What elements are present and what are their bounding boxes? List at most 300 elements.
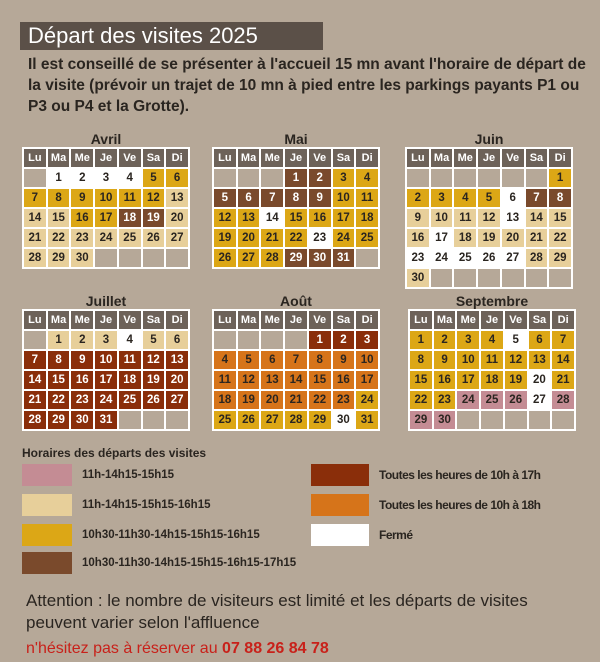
day-cell: 12 (478, 209, 500, 227)
day-cell: 30 (71, 411, 93, 429)
weekday-header: Ve (309, 311, 331, 329)
day-cell: 19 (238, 391, 260, 409)
legend-label: 10h30-11h30-14h15-15h15-16h15 (82, 529, 260, 541)
day-cell: 16 (71, 209, 93, 227)
weekday-header: Sa (333, 149, 355, 167)
empty-cell (261, 169, 283, 187)
day-cell: 14 (526, 209, 548, 227)
legend-label: Toutes les heures de 10h à 18h (379, 498, 541, 512)
day-cell: 1 (309, 331, 331, 349)
day-cell: 10 (356, 351, 378, 369)
legend-item (311, 464, 541, 486)
day-cell: 25 (119, 229, 141, 247)
empty-cell (526, 169, 548, 187)
day-cell: 31 (95, 411, 117, 429)
weekday-header: Je (478, 149, 500, 167)
day-cell: 7 (261, 189, 283, 207)
day-cell: 11 (119, 351, 141, 369)
day-cell: 8 (48, 189, 70, 207)
legend-item (22, 494, 211, 516)
day-cell: 30 (434, 411, 456, 429)
day-cell: 14 (24, 371, 46, 389)
day-cell: 18 (119, 371, 141, 389)
day-cell: 18 (356, 209, 378, 227)
day-cell: 28 (552, 391, 574, 409)
empty-cell (356, 249, 378, 267)
day-cell: 28 (24, 249, 46, 267)
month-name: Juillet (85, 293, 127, 309)
legend-item (311, 494, 541, 516)
empty-cell (457, 411, 479, 429)
day-cell: 12 (214, 209, 236, 227)
day-cell: 17 (457, 371, 479, 389)
weekday-header: Sa (143, 149, 165, 167)
empty-cell (502, 169, 524, 187)
day-cell: 13 (261, 371, 283, 389)
day-cell: 1 (410, 331, 432, 349)
day-cell: 21 (261, 229, 283, 247)
empty-cell (526, 269, 548, 287)
day-cell: 7 (24, 351, 46, 369)
legend-label: 11h-14h15-15h15 (82, 469, 175, 481)
day-cell: 2 (71, 331, 93, 349)
day-cell: 12 (143, 189, 165, 207)
day-cell: 6 (529, 331, 551, 349)
empty-cell (552, 411, 574, 429)
day-cell: 30 (71, 249, 93, 267)
day-cell: 19 (214, 229, 236, 247)
day-cell: 2 (309, 169, 331, 187)
weekday-header: Ma (431, 149, 453, 167)
day-cell: 4 (454, 189, 476, 207)
day-cell: 23 (434, 391, 456, 409)
weekday-header: Di (166, 311, 188, 329)
day-cell: 5 (238, 351, 260, 369)
day-cell: 7 (552, 331, 574, 349)
legend-item (311, 524, 413, 546)
day-cell: 4 (356, 169, 378, 187)
calendar-grid (212, 309, 380, 431)
legend-item (22, 464, 174, 486)
day-cell: 16 (309, 209, 331, 227)
day-cell: 15 (410, 371, 432, 389)
legend-item (22, 524, 260, 546)
day-cell: 27 (502, 249, 524, 267)
day-cell: 10 (431, 209, 453, 227)
weekday-header: Di (356, 149, 378, 167)
day-cell: 29 (48, 411, 70, 429)
day-cell: 23 (407, 249, 429, 267)
day-cell: 7 (285, 351, 307, 369)
empty-cell (505, 411, 527, 429)
legend-swatch (311, 494, 369, 516)
day-cell: 19 (478, 229, 500, 247)
day-cell: 4 (214, 351, 236, 369)
empty-cell (24, 331, 46, 349)
day-cell: 24 (431, 249, 453, 267)
day-cell: 22 (48, 229, 70, 247)
weekday-header: Ma (238, 149, 260, 167)
day-cell: 9 (434, 351, 456, 369)
day-cell: 16 (407, 229, 429, 247)
day-cell: 1 (549, 169, 571, 187)
weekday-header: Ve (309, 149, 331, 167)
empty-cell (407, 169, 429, 187)
weekday-header: Ma (434, 311, 456, 329)
legend-label: Toutes les heures de 10h à 17h (379, 468, 541, 482)
weekday-header: Sa (529, 311, 551, 329)
day-cell: 13 (166, 351, 188, 369)
empty-cell (431, 269, 453, 287)
day-cell: 9 (71, 189, 93, 207)
day-cell: 15 (309, 371, 331, 389)
calendar-grid (405, 147, 573, 289)
day-cell: 3 (356, 331, 378, 349)
weekday-header: Di (356, 311, 378, 329)
day-cell: 8 (549, 189, 571, 207)
intro-text: Il est conseillé de se présenter à l'accueil 15 mn avant l'horaire de départ de la visite (prévoir un trajet de 10 mn à pied entre les parkings payants P1 ou P3 ou P4 et la Grotte). (28, 56, 586, 115)
day-cell: 24 (457, 391, 479, 409)
page-title: Départ des visites 2025 (20, 22, 323, 50)
empty-cell (238, 331, 260, 349)
weekday-header: Me (71, 311, 93, 329)
day-cell: 20 (238, 229, 260, 247)
weekday-header: Je (95, 311, 117, 329)
empty-cell (529, 411, 551, 429)
day-cell: 15 (549, 209, 571, 227)
legend-label: Fermé (379, 528, 413, 542)
day-cell: 17 (431, 229, 453, 247)
day-cell: 31 (356, 411, 378, 429)
day-cell: 22 (48, 391, 70, 409)
weekday-header: Di (552, 311, 574, 329)
day-cell: 29 (410, 411, 432, 429)
empty-cell (166, 249, 188, 267)
day-cell: 11 (454, 209, 476, 227)
weekday-header: Lu (24, 311, 46, 329)
calendar-aout (212, 293, 380, 431)
day-cell: 5 (478, 189, 500, 207)
day-cell: 12 (238, 371, 260, 389)
weekday-header: Di (549, 149, 571, 167)
day-cell: 23 (309, 229, 331, 247)
day-cell: 22 (549, 229, 571, 247)
day-cell: 16 (71, 371, 93, 389)
day-cell: 1 (48, 169, 70, 187)
weekday-header: Je (481, 311, 503, 329)
day-cell: 17 (356, 371, 378, 389)
empty-cell (454, 269, 476, 287)
day-cell: 6 (502, 189, 524, 207)
weekday-header: Sa (526, 149, 548, 167)
empty-cell (478, 269, 500, 287)
empty-cell (481, 411, 503, 429)
calendar-avril (22, 131, 190, 269)
day-cell: 6 (238, 189, 260, 207)
day-cell: 4 (119, 169, 141, 187)
weekday-header: Ma (238, 311, 260, 329)
legend-swatch (22, 524, 72, 546)
day-cell: 26 (143, 229, 165, 247)
day-cell: 21 (24, 229, 46, 247)
legend-label: 11h-14h15-15h15-16h15 (82, 499, 211, 511)
empty-cell (431, 169, 453, 187)
day-cell: 8 (410, 351, 432, 369)
day-cell: 18 (454, 229, 476, 247)
day-cell: 22 (410, 391, 432, 409)
day-cell: 3 (431, 189, 453, 207)
weekday-header: Lu (214, 311, 236, 329)
day-cell: 22 (285, 229, 307, 247)
day-cell: 13 (166, 189, 188, 207)
day-cell: 24 (356, 391, 378, 409)
weekday-header: Ma (48, 149, 70, 167)
empty-cell (24, 169, 46, 187)
day-cell: 6 (166, 169, 188, 187)
calendar-septembre (408, 293, 576, 431)
legend-swatch (311, 464, 369, 486)
phone-number[interactable]: 07 88 26 84 78 (222, 640, 329, 657)
calendar-grid (212, 147, 380, 269)
day-cell: 30 (309, 249, 331, 267)
day-cell: 20 (166, 371, 188, 389)
day-cell: 5 (505, 331, 527, 349)
day-cell: 20 (261, 391, 283, 409)
day-cell: 16 (434, 371, 456, 389)
day-cell: 8 (309, 351, 331, 369)
month-name: Août (280, 293, 312, 309)
day-cell: 24 (95, 229, 117, 247)
day-cell: 27 (529, 391, 551, 409)
day-cell: 21 (285, 391, 307, 409)
weekday-header: Lu (24, 149, 46, 167)
day-cell: 6 (166, 331, 188, 349)
month-name: Avril (90, 131, 122, 147)
weekday-header: Ma (48, 311, 70, 329)
day-cell: 19 (143, 371, 165, 389)
empty-cell (95, 249, 117, 267)
day-cell: 26 (478, 249, 500, 267)
day-cell: 27 (166, 391, 188, 409)
contact-text: n'hésitez pas à réserver au (26, 640, 223, 657)
day-cell: 11 (214, 371, 236, 389)
day-cell: 18 (119, 209, 141, 227)
empty-cell (214, 331, 236, 349)
weekday-header: Me (261, 311, 283, 329)
day-cell: 9 (333, 351, 355, 369)
day-cell: 5 (143, 331, 165, 349)
empty-cell (143, 249, 165, 267)
day-cell: 17 (95, 371, 117, 389)
legend-swatch (22, 494, 72, 516)
day-cell: 10 (457, 351, 479, 369)
day-cell: 10 (333, 189, 355, 207)
day-cell: 14 (24, 209, 46, 227)
day-cell: 29 (48, 249, 70, 267)
day-cell: 4 (119, 331, 141, 349)
weekday-header: Sa (143, 311, 165, 329)
day-cell: 27 (261, 411, 283, 429)
weekday-header: Sa (333, 311, 355, 329)
empty-cell (454, 169, 476, 187)
day-cell: 18 (214, 391, 236, 409)
day-cell: 25 (454, 249, 476, 267)
day-cell: 21 (526, 229, 548, 247)
day-cell: 25 (356, 229, 378, 247)
weekday-header: Lu (410, 311, 432, 329)
day-cell: 15 (285, 209, 307, 227)
month-name: Mai (284, 131, 308, 147)
day-cell: 11 (481, 351, 503, 369)
day-cell: 20 (502, 229, 524, 247)
day-cell: 8 (48, 351, 70, 369)
weekday-header: Me (71, 149, 93, 167)
day-cell: 5 (143, 169, 165, 187)
calendar-juin (405, 131, 573, 289)
day-cell: 25 (119, 391, 141, 409)
empty-cell (119, 411, 141, 429)
day-cell: 3 (95, 169, 117, 187)
day-cell: 26 (214, 249, 236, 267)
calendar-juillet (22, 293, 190, 431)
day-cell: 10 (95, 189, 117, 207)
legend-title: Horaires des départs des visites (22, 446, 207, 460)
day-cell: 21 (24, 391, 46, 409)
day-cell: 16 (333, 371, 355, 389)
day-cell: 10 (95, 351, 117, 369)
weekday-header: Me (454, 149, 476, 167)
day-cell: 7 (526, 189, 548, 207)
day-cell: 13 (529, 351, 551, 369)
day-cell: 15 (48, 209, 70, 227)
day-cell: 23 (333, 391, 355, 409)
day-cell: 25 (481, 391, 503, 409)
legend-swatch (22, 464, 72, 486)
day-cell: 26 (505, 391, 527, 409)
weekday-header: Di (166, 149, 188, 167)
day-cell: 14 (285, 371, 307, 389)
day-cell: 12 (505, 351, 527, 369)
weekday-header: Je (285, 311, 307, 329)
legend-item (22, 552, 296, 574)
day-cell: 19 (505, 371, 527, 389)
weekday-header: Je (285, 149, 307, 167)
day-cell: 26 (143, 391, 165, 409)
empty-cell (261, 331, 283, 349)
day-cell: 23 (71, 391, 93, 409)
day-cell: 29 (549, 249, 571, 267)
day-cell: 27 (166, 229, 188, 247)
day-cell: 6 (261, 351, 283, 369)
day-cell: 3 (95, 331, 117, 349)
day-cell: 2 (407, 189, 429, 207)
legend-swatch (311, 524, 369, 546)
day-cell: 2 (71, 169, 93, 187)
month-name: Juin (474, 131, 504, 147)
day-cell: 26 (238, 411, 260, 429)
empty-cell (214, 169, 236, 187)
day-cell: 9 (309, 189, 331, 207)
day-cell: 5 (214, 189, 236, 207)
weekday-header: Ve (505, 311, 527, 329)
weekday-header: Je (95, 149, 117, 167)
day-cell: 3 (457, 331, 479, 349)
weekday-header: Lu (214, 149, 236, 167)
day-cell: 4 (481, 331, 503, 349)
day-cell: 7 (24, 189, 46, 207)
day-cell: 29 (285, 249, 307, 267)
attention-notice: Attention : le nombre de visiteurs est limité et les départs de visites peuvent varier selon l'affluence (26, 591, 528, 632)
day-cell: 2 (333, 331, 355, 349)
month-name: Septembre (455, 293, 529, 309)
day-cell: 24 (333, 229, 355, 247)
empty-cell (502, 269, 524, 287)
weekday-header: Me (457, 311, 479, 329)
day-cell: 3 (333, 169, 355, 187)
day-cell: 13 (502, 209, 524, 227)
day-cell: 22 (309, 391, 331, 409)
legend-label: 10h30-11h30-14h15-15h15-16h15-17h15 (82, 557, 297, 569)
day-cell: 20 (529, 371, 551, 389)
calendar-grid (22, 147, 190, 269)
day-cell: 20 (166, 209, 188, 227)
day-cell: 14 (552, 351, 574, 369)
contact-line (26, 640, 329, 658)
empty-cell (478, 169, 500, 187)
weekday-header: Ve (502, 149, 524, 167)
day-cell: 23 (71, 229, 93, 247)
day-cell: 12 (143, 351, 165, 369)
day-cell: 19 (143, 209, 165, 227)
day-cell: 9 (407, 209, 429, 227)
day-cell: 30 (407, 269, 429, 287)
empty-cell (549, 269, 571, 287)
day-cell: 17 (333, 209, 355, 227)
calendar-mai (212, 131, 380, 269)
day-cell: 17 (95, 209, 117, 227)
weekday-header: Lu (407, 149, 429, 167)
day-cell: 21 (552, 371, 574, 389)
day-cell: 11 (356, 189, 378, 207)
day-cell: 28 (261, 249, 283, 267)
weekday-header: Me (261, 149, 283, 167)
empty-cell (143, 411, 165, 429)
legend-swatch (22, 552, 72, 574)
day-cell: 2 (434, 331, 456, 349)
day-cell: 29 (309, 411, 331, 429)
day-cell: 15 (48, 371, 70, 389)
day-cell: 8 (285, 189, 307, 207)
empty-cell (238, 169, 260, 187)
day-cell: 11 (119, 189, 141, 207)
calendar-grid (408, 309, 576, 431)
empty-cell (285, 331, 307, 349)
day-cell: 28 (24, 411, 46, 429)
day-cell: 28 (526, 249, 548, 267)
empty-cell (119, 249, 141, 267)
day-cell: 13 (238, 209, 260, 227)
day-cell: 31 (333, 249, 355, 267)
day-cell: 1 (48, 331, 70, 349)
calendar-grid (22, 309, 190, 431)
day-cell: 25 (214, 411, 236, 429)
day-cell: 1 (285, 169, 307, 187)
day-cell: 9 (71, 351, 93, 369)
day-cell: 14 (261, 209, 283, 227)
day-cell: 24 (95, 391, 117, 409)
day-cell: 18 (481, 371, 503, 389)
weekday-header: Ve (119, 149, 141, 167)
